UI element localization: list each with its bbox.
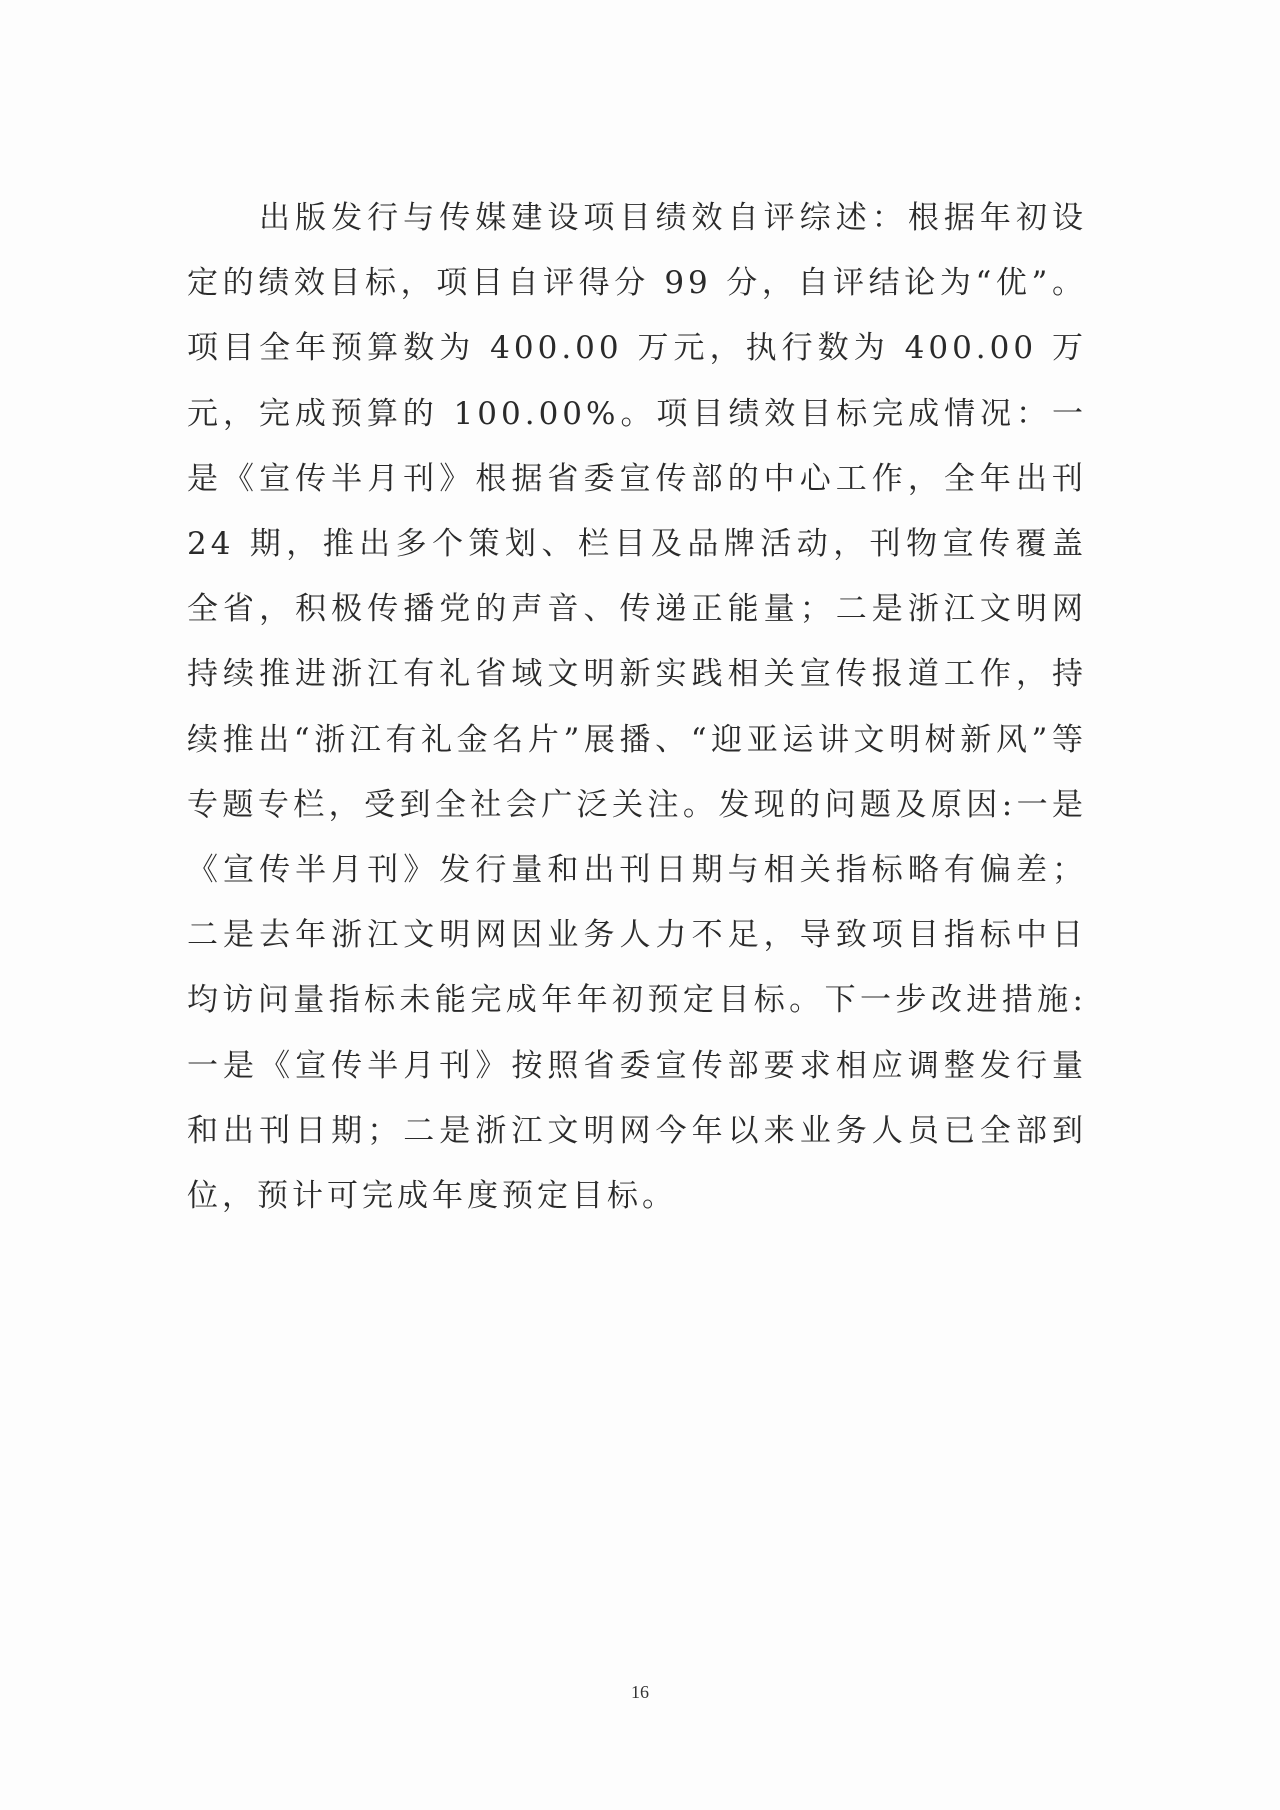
body-paragraph: 出版发行与传媒建设项目绩效自评综述：根据年初设定的绩效目标，项目自评得分 99 分，自评结论为“优”。项目全年预算数为 400.00 万元，执行数为 400.00 万元，完成预算的 100.00%。项目绩效目标完成情况：一是《宣传半月刊》根据省委宣传部的中心工作，全年出刊 24 期，推出多个策划、栏目及品牌活动，刊物宣传覆盖全省，积极传播党的声音、传递正能量；二是浙江文明网持续推进浙江有礼省域文明新实践相关宣传报道工作，持续推出“浙江有礼金名片”展播、“迎亚运讲文明树新风”等专题专栏，受到全社会广泛关注。发现的问题及原因:一是《宣传半月刊》发行量和出刊日期与相关指标略有偏差；二是去年浙江文明网因业务人力不足，导致项目指标中日均访问量指标未能完成年年初预定目标。下一步改进措施:一是《宣传半月刊》按照省委宣传部要求相应调整发行量和出刊日期；二是浙江文明网今年以来业务人员已全部到位，预计可完成年度预定目标。 bbox=[187, 200, 1087, 1215]
page-number: 16 bbox=[631, 1682, 649, 1702]
